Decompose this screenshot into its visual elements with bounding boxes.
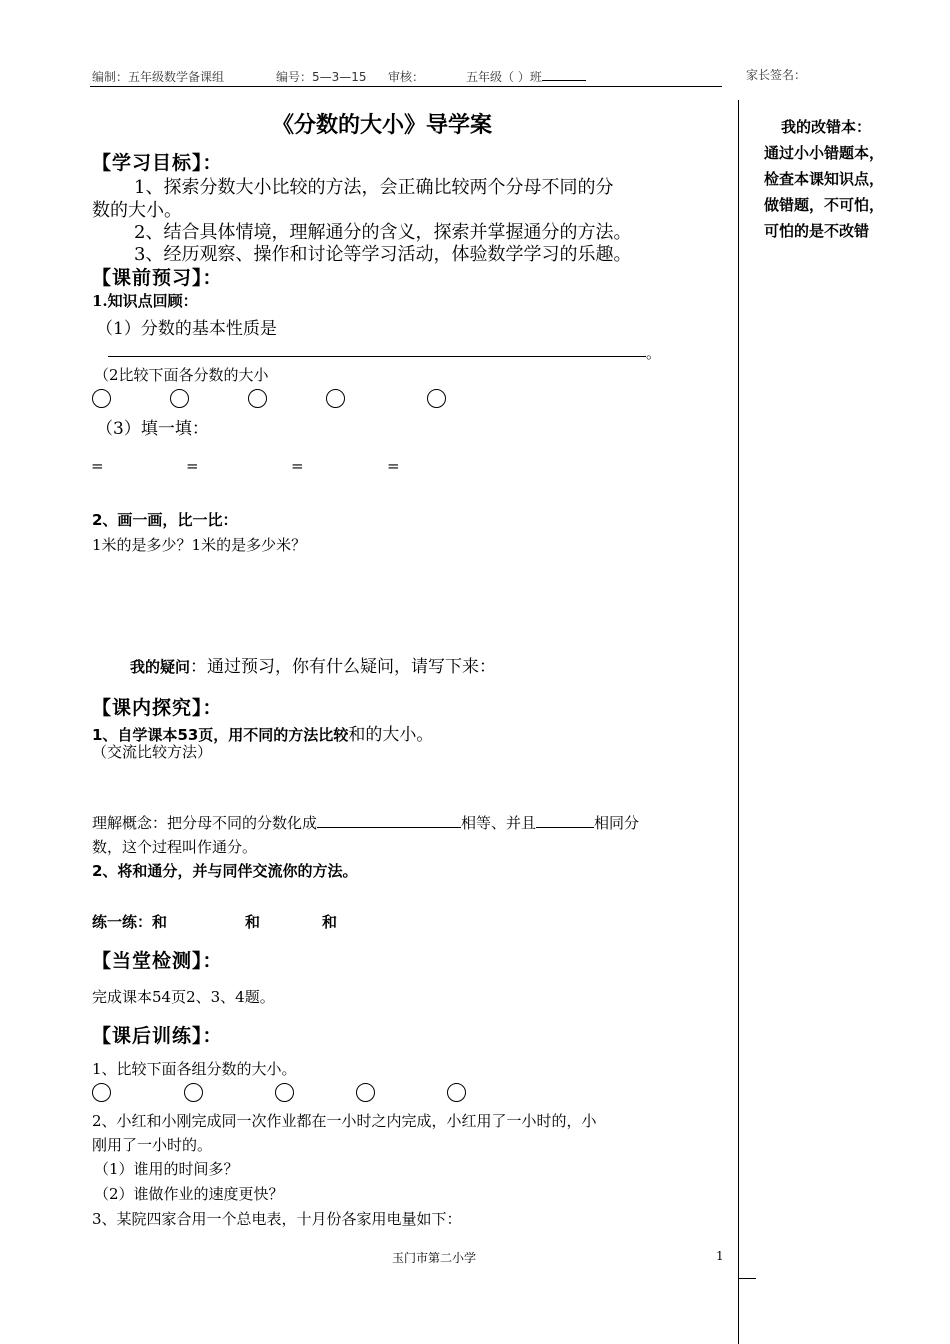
sidebar-line: 检查本课知识点， — [764, 170, 885, 188]
equals-sign: = — [91, 457, 104, 475]
after-q1: 1、比较下面各组分数的大小。 — [92, 1060, 297, 1078]
page-title: 《分数的大小》导学案 — [272, 112, 493, 138]
compare-circle[interactable] — [275, 1083, 294, 1102]
draw-question: 1米的是多少？1米的是多少米？ — [92, 536, 307, 554]
header-rule — [90, 86, 722, 87]
compare-circle[interactable] — [356, 1083, 375, 1102]
preview-heading: 【课前预习】： — [92, 267, 223, 289]
compare-circle[interactable] — [447, 1083, 466, 1102]
practice-and: 和 — [322, 913, 338, 931]
after-heading: 【课后训练】： — [92, 1025, 223, 1047]
explore-item1-note: （交流比较方法） — [92, 743, 213, 761]
concept-blank-1[interactable] — [317, 827, 461, 828]
goal-1-line1: 1、探索分数大小比较的方法，会正确比较两个分母不同的分 — [134, 177, 614, 198]
doubt-label: 我的疑问 — [130, 658, 191, 676]
explore-item1-bold: 1、自学课本53页，用不同的方法比较 — [92, 726, 349, 744]
explore-item2: 2、将和通分，并与同伴交流你的方法。 — [92, 862, 358, 880]
concept-a: 理解概念：把分母不同的分数化成 — [92, 814, 318, 832]
goals-heading: 【学习目标】： — [92, 152, 223, 174]
after-q2-line1: 2、小红和小刚完成同一次作业都在一小时之内完成，小红用了一小时的，小 — [92, 1112, 597, 1130]
goal-3: 3、经历观察、操作和讨论等学习活动，体验数学学习的乐趣。 — [134, 244, 632, 265]
explore-item1-tail: 和的大小。 — [348, 725, 434, 745]
concept-blank-2[interactable] — [536, 827, 594, 828]
compare-circle[interactable] — [427, 389, 446, 408]
compare-circle[interactable] — [184, 1083, 203, 1102]
preview-q2: （2比较下面各分数的大小 — [94, 366, 269, 384]
header-class-label: 五年级（ ）班 — [466, 70, 542, 84]
equals-sign: = — [186, 457, 199, 475]
compare-circle[interactable] — [326, 389, 345, 408]
equals-sign: = — [387, 457, 400, 475]
header-number: 编号：5—3—15 — [276, 70, 367, 84]
after-q2-b: （2）谁做作业的速度更快？ — [94, 1185, 284, 1203]
sidebar-title: 我的改错本： — [781, 118, 872, 136]
vertical-divider — [738, 100, 739, 1344]
compare-circle[interactable] — [248, 389, 267, 408]
after-q2-line2: 刚用了一小时的。 — [92, 1136, 213, 1154]
concept-line1 — [92, 812, 639, 833]
preview-q1: （1）分数的基本性质是 — [96, 319, 277, 339]
check-heading: 【当堂检测】： — [92, 950, 223, 972]
concept-b: 相等、并且 — [461, 814, 537, 832]
compare-circle[interactable] — [92, 389, 111, 408]
sidebar-line: 可怕的是不改错 — [764, 222, 870, 240]
header-parent-sign: 家长签名： — [746, 68, 807, 82]
check-text: 完成课本54页2、3、4题。 — [92, 988, 275, 1006]
goal-2: 2、结合具体情境，理解通分的含义，探索并掌握通分的方法。 — [134, 222, 632, 243]
footer-school: 玉门市第二小学 — [392, 1251, 477, 1265]
concept-c: 相同分 — [594, 814, 640, 832]
practice-and: 和 — [245, 913, 261, 931]
concept-line2: 数，这个过程叫作通分。 — [92, 838, 258, 856]
explore-heading: 【课内探究】： — [92, 697, 223, 719]
practice-label: 练一练：和 — [92, 913, 168, 931]
preview-q1-blank — [108, 356, 646, 357]
compare-circle[interactable] — [170, 389, 189, 408]
header-class — [466, 68, 586, 85]
header-class-blank — [542, 80, 586, 81]
footer-page: 1 — [716, 1249, 724, 1263]
compare-circle[interactable] — [92, 1083, 111, 1102]
doubt-row — [130, 652, 496, 677]
after-q2-a: （1）谁用的时间多？ — [94, 1160, 239, 1178]
preview-q3: （3）填一填： — [96, 419, 209, 439]
sidebar-line: 通过小小错题本， — [764, 144, 885, 162]
after-q3: 3、某院四家合用一个总电表，十月份各家用电量如下： — [92, 1210, 462, 1228]
preview-q1-end: 。 — [646, 344, 662, 362]
header-reviewer: 审核： — [388, 70, 425, 84]
doubt-text: ：通过预习，你有什么疑问，请写下来： — [190, 657, 497, 677]
sidebar-line: 做错题，不可怕， — [764, 196, 885, 214]
equals-sign: = — [291, 457, 304, 475]
draw-title: 2、画一画，比一比： — [92, 511, 238, 529]
divider-tick — [738, 1278, 756, 1279]
review-title: 1.知识点回顾： — [92, 292, 198, 310]
header-compiler: 编制：五年级数学备课组 — [92, 70, 225, 84]
goal-1-line2: 数的大小。 — [92, 200, 182, 221]
